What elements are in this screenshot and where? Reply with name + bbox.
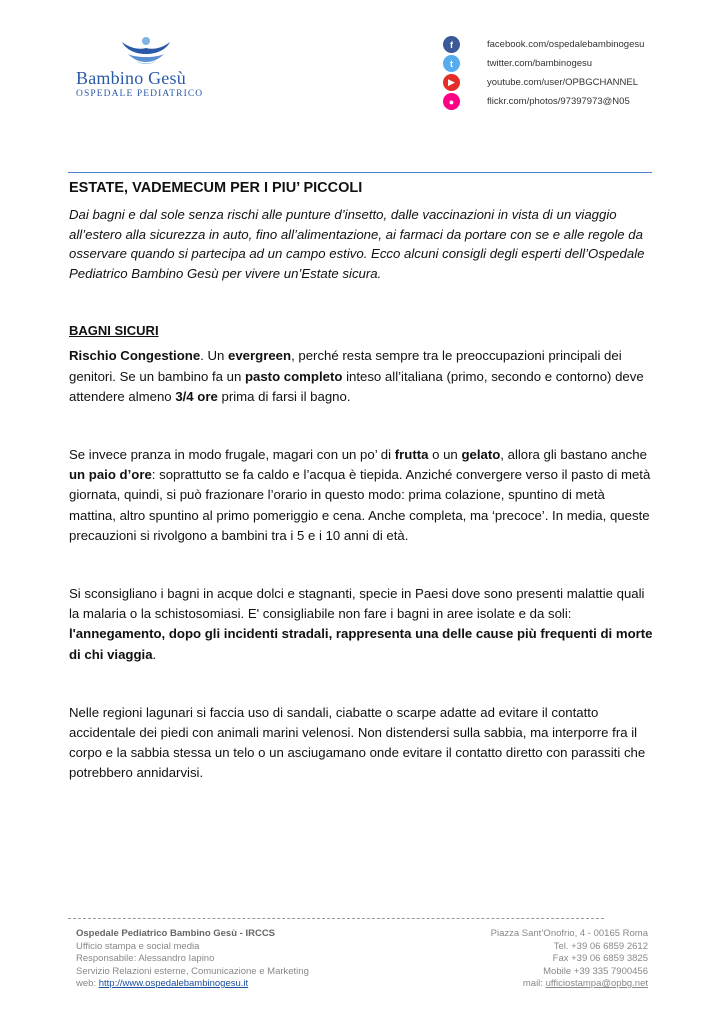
article: [69, 180, 653, 784]
social-link[interactable]: facebook.com/ospedalebambinogesu: [487, 39, 645, 50]
social-links: [443, 35, 644, 111]
text-run: .: [152, 646, 157, 662]
email-link[interactable]: ufficiostampa@opbg.net: [545, 978, 648, 989]
header-divider: [68, 172, 652, 173]
bold-text: evergreen: [228, 348, 292, 364]
footer-web-label: web:: [76, 978, 99, 989]
article-title: ESTATE, VADEMECUM PER I PIU’ PICCOLI: [69, 180, 363, 196]
article-intro: Dai bagni e dal sole senza rischi alle punture d’insetto, dalle vaccinazioni in vista di un viaggio all’estero alla sicurezza in auto, fino all’alimentazione, ai farmaci da portare con se e alle regole da osservare quando si partecipa ad un campo estivo. Ecco alcuni consigli degli esperti dell’Ospedale Pediatrico Bambino Gesù per vivere un’Estate sicura.: [69, 207, 645, 281]
social-row: [443, 92, 644, 111]
text-run: Nelle regioni lagunari si faccia uso di sandali, ciabatte o scarpe adatte ad evitare il contatto accidentale dei piedi con animali marini velenosi. Non distendersi sulla sabbia, ma interporre fra il corpo e la sabbia stessa un telo o un asciugamano onde evitare il contatto diretto con parassiti che potrebbero annidarvisi.: [69, 704, 646, 781]
section-title: BAGNI SICURI: [69, 323, 159, 339]
bold-text: 3/4 ore: [175, 388, 218, 404]
footer-org: Ospedale Pediatrico Bambino Gesù - IRCCS: [76, 928, 276, 939]
paragraph-congestion: [69, 346, 653, 407]
social-row: [443, 35, 644, 54]
bold-text: l'annegamento, dopo gli incidenti stradali, rappresenta una delle cause più frequenti di morte di chi viaggia: [69, 626, 653, 662]
social-link[interactable]: youtube.com/user/OPBGCHANNEL: [487, 77, 639, 88]
text-run: : soprattutto se fa caldo e l’acqua è tiepida. Anziché convergere verso il pasto di metà giornata, quindi, si può frazionare l’orario in questo modo: prima colazione, spuntino di metà mattina, altro spuntino al primo pomeriggio e cena. Anche completa, ma ‘precoce’. In media, queste precauzioni si rivolgono a bambini tra i 5 e i 10 anni di età.: [69, 467, 651, 543]
social-link[interactable]: twitter.com/bambinogesu: [487, 58, 593, 69]
bold-text: un paio d’ore: [69, 467, 152, 483]
social-row: [443, 54, 644, 73]
facebook-icon[interactable]: f: [443, 36, 460, 53]
text-run: prima di farsi il bagno.: [217, 388, 351, 404]
footer-manager: Responsabile: Alessandro Iapino: [76, 953, 215, 964]
text-run: . Un: [200, 348, 229, 364]
bold-text: Rischio Congestione: [69, 348, 201, 364]
footer-mail: [491, 978, 648, 991]
footer-service: Servizio Relazioni esterne, Comunicazione e Marketing: [76, 965, 309, 977]
footer-mail-label: mail:: [522, 978, 546, 989]
social-row: [443, 73, 644, 92]
paragraph-gap: [69, 546, 653, 584]
footer-divider: [68, 918, 604, 919]
logo-subtitle: OSPEDALE PEDIATRICO: [76, 89, 204, 99]
text-run: , allora gli bastano anche: [500, 446, 647, 462]
footer-office: Ufficio stampa e social media: [76, 940, 200, 952]
youtube-icon[interactable]: ▶: [443, 74, 460, 91]
bold-text: gelato: [461, 446, 501, 462]
bold-text: pasto completo: [244, 368, 343, 384]
footer-fax: Fax +39 06 6859 3825: [552, 953, 648, 964]
footer-web: [76, 978, 309, 991]
paragraph-gap: [69, 407, 653, 445]
paragraph-meal: [69, 445, 653, 546]
paragraph-gap: [69, 665, 653, 703]
logo-name: Bambino Gesù: [76, 68, 186, 88]
footer-tel: Tel. +39 06 6859 2612: [553, 940, 648, 952]
paragraph-lagoon: [69, 703, 653, 784]
text-run: , perché resta sempre tra le preoccupazioni principali dei genitori. Se un bambino fa un: [69, 348, 622, 384]
bold-text: frutta: [394, 446, 429, 462]
text-run: Si sconsigliano i bagni in acque dolci e stagnanti, specie in Paesi dove sono presenti malattie quali la malaria o la schistosomiasi. E' consigliabile non fare i bagni in aree isolate e da soli:: [69, 586, 645, 622]
footer-contacts-left: [76, 928, 309, 991]
social-link[interactable]: flickr.com/photos/97397973@N05: [487, 96, 630, 107]
flickr-icon[interactable]: ●: [443, 93, 460, 110]
hospital-logo: [76, 36, 206, 99]
text-run: o un: [428, 446, 462, 462]
footer-contacts-right: [491, 928, 648, 991]
text-run: inteso all’italiana (primo, secondo e contorno) deve attendere almeno: [69, 368, 644, 404]
paragraph-water: [69, 584, 653, 665]
website-link[interactable]: http://www.ospedalebambinogesu.it: [98, 978, 249, 989]
logo-emblem-icon: [118, 36, 174, 66]
text-run: Se invece pranza in modo frugale, magari con un po’ di: [69, 446, 395, 462]
footer-mobile: Mobile +39 335 7900456: [543, 965, 648, 977]
footer-address: Piazza Sant’Onofrio, 4 - 00165 Roma: [490, 928, 648, 939]
twitter-icon[interactable]: t: [443, 55, 460, 72]
